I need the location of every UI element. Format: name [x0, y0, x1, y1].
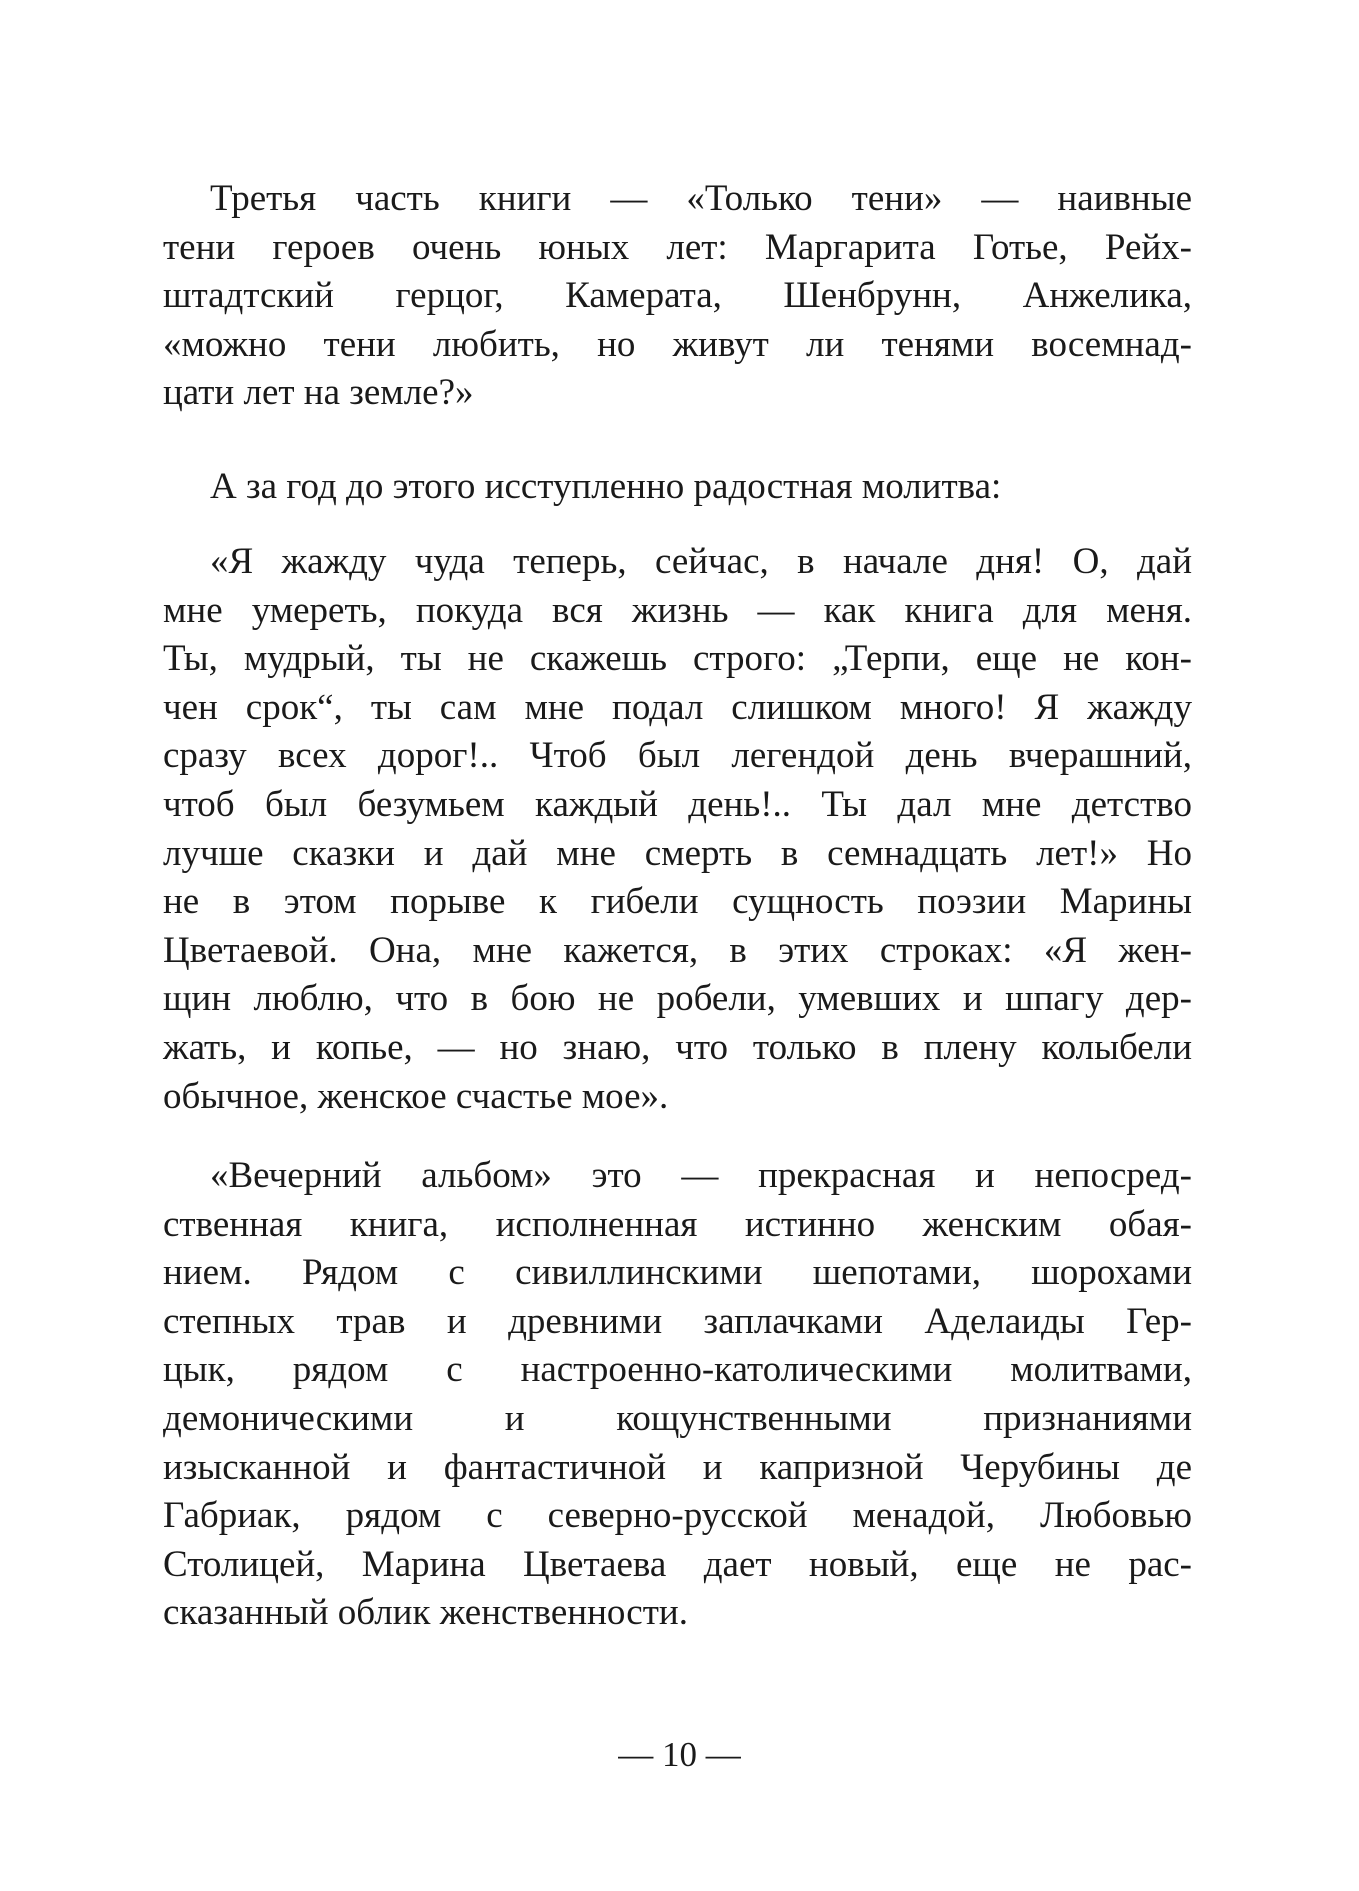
text-line: не в этом порыве к гибели сущность поэзии Марины	[163, 881, 1192, 923]
paragraph-prayer-intro	[210, 463, 1192, 512]
text-line: сразу всех дорог!.. Чтоб был легендой день вчерашний,	[163, 735, 1192, 777]
text-line: щин люблю, что в бою не робели, умевших и шпагу дер-	[163, 978, 1192, 1020]
text-line: чен срок“, ты сам мне подал слишком много! Я жажду	[163, 686, 1192, 728]
text-line: штадтский герцог, Камерата, Шенбрунн, Анжелика,	[163, 275, 1192, 317]
text-line: сказанный облик женственности.	[163, 1592, 688, 1634]
text-line: нием. Рядом с сивиллинскими шепотами, шорохами	[163, 1252, 1192, 1294]
text-line: чтоб был безумьем каждый день!.. Ты дал мне детство	[163, 783, 1192, 825]
text-line: изысканной и фантастичной и капризной Черубины де	[163, 1446, 1192, 1488]
paragraph-only-shadows	[163, 175, 1192, 418]
text-line: обычное, женское счастье мое».	[163, 1075, 669, 1117]
paragraph-prayer-quote	[163, 538, 1192, 1121]
text-line: ственная книга, исполненная истинно женским обая-	[163, 1203, 1192, 1245]
text-line: «Я жажду чуда теперь, сейчас, в начале дня! О, дай	[210, 541, 1192, 582]
text-line: Столицей, Марина Цветаева дает новый, еще не рас-	[163, 1543, 1192, 1585]
text-line: А за год до этого исступленно радостная молитва:	[210, 466, 1002, 507]
text-line: «можно тени любить, но живут ли тенями восемнад-	[163, 323, 1192, 365]
text-line: мне умереть, покуда вся жизнь — как книга для меня.	[163, 589, 1192, 631]
text-line: «Вечерний альбом» это — прекрасная и непосред-	[210, 1155, 1192, 1196]
text-line: Ты, мудрый, ты не скажешь строго: „Терпи, еще не кон-	[163, 638, 1192, 680]
text-line: степных трав и древними заплачками Аделаиды Гер-	[163, 1300, 1192, 1342]
text-line: Цветаевой. Она, мне кажется, в этих строках: «Я жен-	[163, 929, 1192, 971]
paragraph-evening-album	[163, 1152, 1192, 1638]
text-line: цати лет на земле?»	[163, 372, 474, 414]
text-line: жать, и копье, — но знаю, что только в плену колыбели	[163, 1026, 1192, 1068]
text-line: Третья часть книги — «Только тени» — наивные	[210, 178, 1192, 219]
text-line: тени героев очень юных лет: Маргарита Готье, Рейх-	[163, 226, 1192, 268]
text-line: лучше сказки и дай мне смерть в семнадцать лет!» Но	[163, 832, 1192, 874]
page-number: — 10 —	[618, 1735, 741, 1774]
text-line: Габриак, рядом с северно-русской менадой, Любовью	[163, 1495, 1192, 1537]
text-line: демоническими и кощунственными признаниями	[163, 1397, 1192, 1439]
text-line: цык, рядом с настроенно-католическими молитвами,	[163, 1349, 1192, 1391]
